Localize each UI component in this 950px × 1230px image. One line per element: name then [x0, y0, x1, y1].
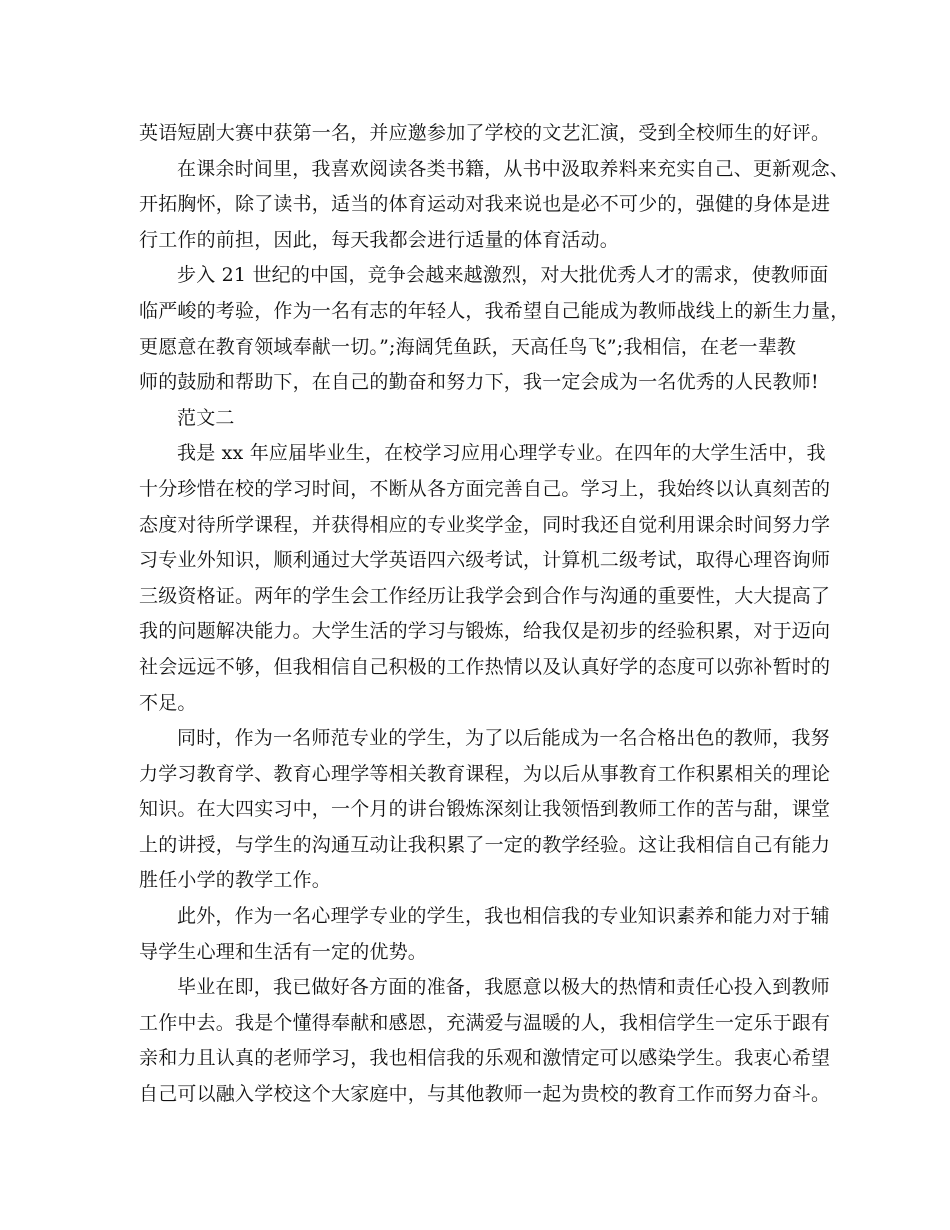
text-line: 上的讲授，与学生的沟通互动让我积累了一定的教学经验。这让我相信自己有能力: [139, 833, 831, 856]
text-line: 态度对待所学课程，并获得相应的专业奖学金，同时我还自觉利用课余时间努力学: [139, 513, 831, 536]
paragraph-first-line: 毕业在即，我已做好各方面的准备，我愿意以极大的热情和责任心投入到教师: [177, 976, 830, 999]
text-line: 工作中去。我是个懂得奉献和感恩，充满爱与温暖的人，我相信学生一定乐于跟有: [139, 1011, 831, 1034]
paragraph-first-line: 此外，作为一名心理学专业的学生，我也相信我的专业知识素养和能力对于辅: [177, 905, 830, 928]
paragraph-first-line: 步入 21 世纪的中国，竞争会越来越激烈，对大批优秀人才的需求，使教师面: [177, 264, 829, 287]
text-line: 十分珍惜在校的学习时间，不断从各方面完善自己。学习上，我始终以认真刻苦的: [139, 477, 831, 500]
text-line: 英语短剧大赛中获第一名，并应邀参加了学校的文艺汇演，受到全校师生的好评。: [139, 122, 831, 144]
text-line: 社会远远不够，但我相信自己积极的工作热情以及认真好学的态度可以弥补暂时的: [139, 655, 831, 678]
paragraph-first-line: 我是 xx 年应届毕业生，在校学习应用心理学专业。在四年的大学生活中，我: [177, 442, 826, 465]
text-line: 不足。: [139, 691, 197, 714]
section-heading: 范文二: [177, 406, 235, 429]
paragraph-first-line: 同时，作为一名师范专业的学生，为了以后能成为一名合格出色的教师，我努: [177, 727, 830, 750]
text-line: 临严峻的考验，作为一名有志的年轻人，我希望自己能成为教师战线上的新生力量，: [139, 299, 850, 322]
document-body: [139, 116, 850, 1113]
text-line: 三级资格证。两年的学生会工作经历让我学会到合作与沟通的重要性，大大提高了: [139, 584, 831, 607]
text-line: 力学习教育学、教育心理学等相关教育课程，为以后从事教育工作积累相关的理论: [139, 762, 831, 785]
text-line: 习专业外知识，顺利通过大学英语四六级考试，计算机二级考试，取得心理咨询师: [139, 549, 831, 572]
text-line: 开拓胸怀，除了读书，适当的体育运动对我来说也是必不可少的，强健的身体是进: [139, 193, 831, 216]
text-line: 胜任小学的教学工作。: [139, 869, 332, 892]
text-line: 行工作的前担，因此，每天我都会进行适量的体育活动。: [139, 228, 620, 251]
text-line: 更愿意在教育领域奉献一切。”;海阔凭鱼跃，天高任鸟飞”;我相信，在老一辈教: [139, 335, 797, 358]
text-line: 师的鼓励和帮助下，在自己的勤奋和努力下，我一定会成为一名优秀的人民教师!: [139, 371, 819, 394]
text-line: 知识。在大四实习中，一个月的讲台锻炼深刻让我领悟到教师工作的苦与甜，课堂: [139, 798, 831, 821]
text-line: 我的问题解决能力。大学生活的学习与锻炼，给我仅是初步的经验积累，对于迈向: [139, 620, 831, 643]
text-line: 自己可以融入学校这个大家庭中，与其他教师一起为贵校的教育工作而努力奋斗。: [139, 1083, 831, 1106]
text-line: 亲和力且认真的老师学习，我也相信我的乐观和激情定可以感染学生。我衷心希望: [139, 1047, 831, 1070]
text-line: 导学生心理和生活有一定的优势。: [139, 940, 428, 963]
paragraph-first-line: 在课余时间里，我喜欢阅读各类书籍，从书中汲取养料来充实自己、更新观念、: [177, 157, 850, 180]
